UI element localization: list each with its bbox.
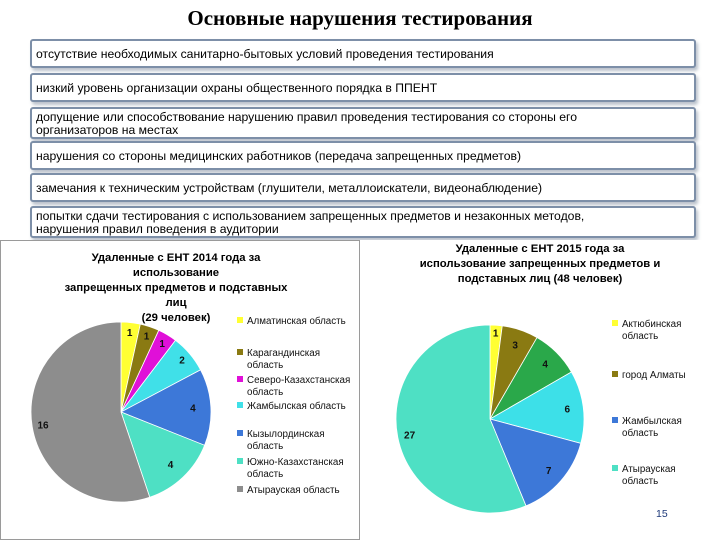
- data-label: 4: [542, 359, 548, 371]
- data-label: 1: [143, 331, 150, 343]
- violation-item: [30, 141, 696, 170]
- violation-text: нарушения правил поведения в аудитории: [36, 222, 279, 236]
- legend-swatch: [237, 402, 243, 408]
- violation-text: нарушения со стороны медицинских работников (передача запрещенных предметов): [36, 149, 522, 163]
- legend-entry: Карагандинская: [247, 348, 321, 359]
- data-label: 1: [126, 328, 133, 339]
- legend-swatch: [237, 486, 243, 492]
- data-label: 3: [512, 340, 518, 352]
- legend-entry: Атырауская: [622, 464, 676, 475]
- legend-entry: область: [247, 387, 284, 398]
- legend-swatch: [237, 349, 243, 355]
- chart-title-line: подставных лиц (48 человек): [457, 273, 623, 285]
- legend-swatch: [237, 430, 243, 436]
- legend-entry: область: [247, 441, 284, 452]
- violation-text: отсутствие необходимых санитарно-бытовых условий проведения тестирования: [36, 47, 494, 61]
- violation-item: [30, 107, 696, 139]
- page-title: Основные нарушения тестирования: [187, 6, 533, 30]
- violation-item: [30, 39, 696, 68]
- legend-swatch: [237, 376, 243, 382]
- data-label: 4: [167, 459, 174, 471]
- chart-title-line: (29 человек): [141, 312, 211, 324]
- page-number: 15: [656, 508, 668, 520]
- violation-text: попытки сдачи тестирования с использованием запрещенных предметов и незаконных методов,: [36, 209, 585, 223]
- chart-title-line: Удаленные с ЕНТ 2014 года за использование: [91, 252, 261, 279]
- violation-text: допущение или способствование нарушению правил проведения тестирования со стороны его: [36, 110, 577, 124]
- legend-entry: город Алматы: [622, 370, 686, 381]
- pie-chart-2015: [360, 240, 720, 540]
- legend-swatch: [237, 458, 243, 464]
- violation-text: низкий уровень организации охраны общественного порядка в ППЕНТ: [36, 81, 438, 95]
- legend-swatch: [612, 465, 618, 471]
- legend-entry: Жамбылская: [622, 416, 682, 427]
- violation-item: [30, 173, 696, 202]
- data-label: 2: [179, 355, 185, 367]
- data-label: 1: [492, 328, 499, 340]
- legend-entry: Северо-Казахстанская: [247, 375, 351, 386]
- legend-entry: Южно-Казахстанская: [247, 457, 344, 468]
- violation-text: замечания к техническим устройствам (глушители, металлоискатели, видеонаблюдение): [36, 181, 543, 195]
- legend-entry: область: [622, 428, 659, 439]
- legend-entry: Алматинская область: [247, 316, 346, 327]
- legend-entry: область: [622, 331, 659, 342]
- violation-item: [30, 73, 696, 102]
- legend-swatch: [612, 371, 618, 377]
- legend-entry: Жамбылская область: [247, 401, 346, 412]
- violation-item: [30, 206, 696, 238]
- violation-text: организаторов на местах: [36, 123, 179, 137]
- data-label: 7: [545, 465, 552, 477]
- legend-swatch: [612, 417, 618, 423]
- legend-entry: область: [247, 469, 284, 480]
- chart-title-line: использование запрещенных предметов и: [419, 258, 661, 270]
- legend-entry: Кызылординская: [247, 429, 325, 440]
- pie-chart-2014: [1, 241, 361, 541]
- data-label: 16: [37, 420, 49, 432]
- chart-title-line: Удаленные с ЕНТ 2015 года за: [455, 243, 625, 255]
- legend-swatch: [237, 317, 243, 323]
- data-label: 4: [190, 403, 196, 415]
- legend-entry: Атырауская область: [247, 485, 340, 496]
- legend-entry: область: [247, 360, 284, 371]
- data-label: 27: [404, 430, 416, 442]
- data-label: 6: [564, 404, 571, 416]
- chart-panel-2014: [0, 240, 360, 540]
- chart-title-line: запрещенных предметов и подставных лиц: [64, 282, 288, 309]
- chart-panel-2015: [360, 240, 720, 540]
- legend-swatch: [612, 320, 618, 326]
- data-label: 1: [159, 339, 165, 350]
- legend-entry: Актюбинская: [622, 319, 682, 330]
- legend-entry: область: [622, 476, 659, 487]
